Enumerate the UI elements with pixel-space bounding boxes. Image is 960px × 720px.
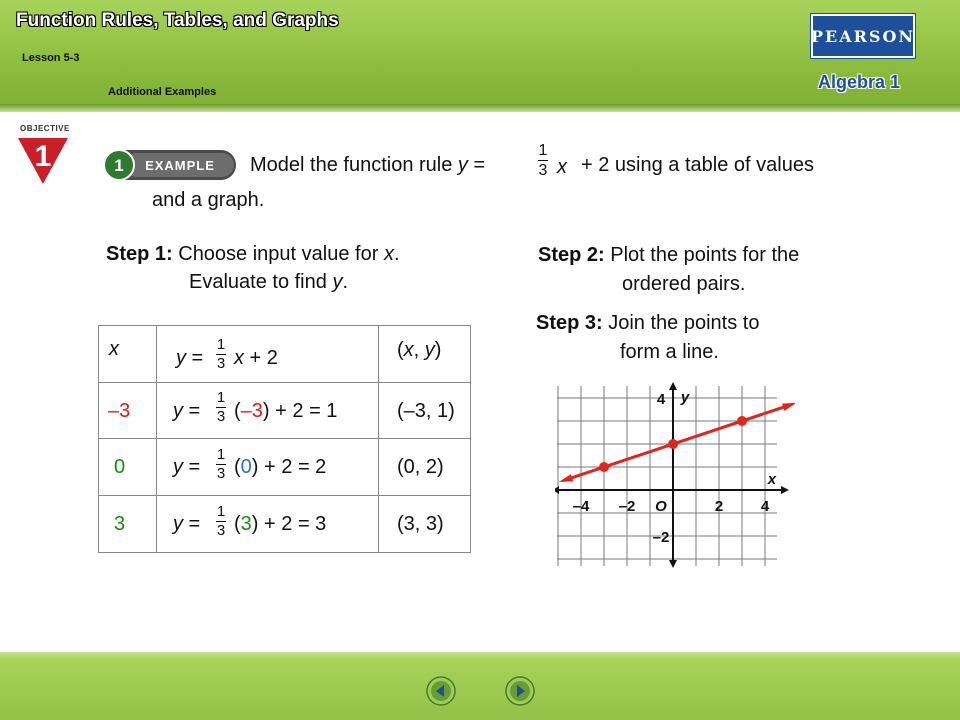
header-rule: y = [176,347,204,369]
y-axis-label: y [680,389,690,406]
x-tick-label: –2 [618,498,636,515]
step1-line1: Step 1: Choose input value for x. [106,243,400,265]
value-table [98,325,471,553]
example-badge [100,146,240,184]
header-rule-tail: x + 2 [234,347,278,369]
objective-word: OBJECTIVE [20,124,70,133]
page-title: Function Rules, Tables, and Graphs [16,10,339,31]
example-label: EXAMPLE [145,158,215,173]
next-button[interactable] [505,676,535,706]
row1-y-eq: y = [173,400,201,422]
row3-y-eq: y = [173,513,201,535]
step3-line1: Step 3: Join the points to [536,312,760,334]
line-arrow-left [559,474,574,482]
row2-expr: (0) + 2 = 2 [234,456,327,478]
x-tick-label: 2 [714,498,724,515]
row2-fraction: 1 3 [216,446,226,482]
plot-point [599,462,609,472]
footer-bar [0,652,960,720]
y-tick-label: –2 [652,529,670,546]
step2-line1: Step 2: Plot the points for the [538,244,800,266]
objective-badge [16,124,88,184]
example-prompt: Model the function rule y = [250,154,486,176]
x-axis-arrow [781,486,789,494]
step2-line2: ordered pairs. [622,273,746,295]
example-number: 1 [114,156,124,175]
coordinate-graph [555,382,795,570]
row1-x: –3 [108,400,131,422]
y-axis-arrow [669,382,677,390]
row1-fraction: 1 3 [216,389,226,425]
row2-x: 0 [114,456,126,478]
prompt-x: x [557,156,567,178]
prompt-line2: and a graph. [152,189,265,211]
y-tick-label: 4 [656,391,666,408]
previous-button[interactable] [426,676,456,706]
x-tick-label: –4 [572,498,590,515]
prompt-fraction: 1 3 [538,142,548,179]
publisher-logo: PEARSON [811,14,915,58]
objective-icon [16,132,88,192]
plot-point [737,416,747,426]
step3-line2: form a line. [620,341,719,363]
row3-fraction: 1 3 [216,503,226,539]
row2-pair: (0, 2) [397,456,444,478]
y-axis-arrow-down [669,560,677,568]
course-label: Algebra 1 [818,72,901,92]
header-fraction: 1 3 [216,336,226,372]
row3-expr: (3) + 2 = 3 [234,513,327,535]
lesson-label: Lesson 5-3 [22,52,80,64]
origin-label: O [655,498,667,515]
header-divider [0,104,960,112]
objective-number: 1 [34,140,52,173]
row3-x: 3 [114,513,126,535]
header-pair: (x, y) [397,339,442,361]
step1-line2: Evaluate to find y. [189,271,348,293]
row3-pair: (3, 3) [397,513,444,535]
x-tick-label: 4 [760,498,770,515]
x-axis-label: x [767,471,777,488]
row1-pair: (–3, 1) [397,400,455,422]
row1-expr: (–3) + 2 = 1 [234,400,338,422]
plot-point [668,439,678,449]
section-label: Additional Examples [108,86,217,98]
row2-y-eq: y = [173,456,201,478]
line-arrow-right [782,403,795,411]
header-x: x [109,338,119,360]
x-axis-arrow-left [555,486,559,494]
prompt-rest: + 2 using a table of values [581,154,814,176]
